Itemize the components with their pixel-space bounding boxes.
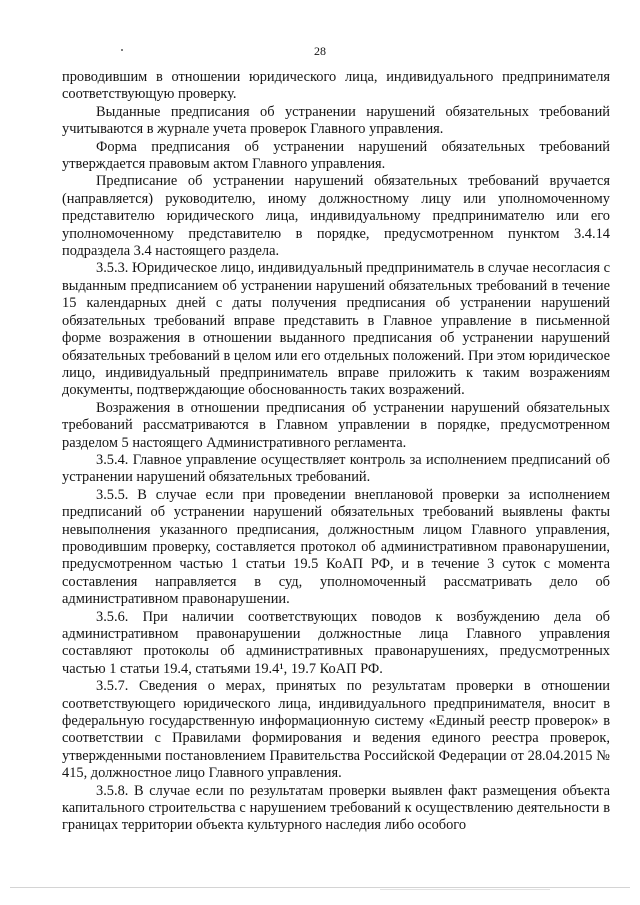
paragraph-3-5-3: 3.5.3. Юридическое лицо, индивидуальный предприниматель в случае несогласия с выданным предписанием об устранении нарушений обязательных требований в течение 15 календарных дней с даты получения предписания об устранении нарушений обязательных требований вправе представить в Главное управление в письменной форме возражения в отношении выданного предписания об устранении нарушений обязательных требований в целом или его отдельных положений. При этом юридическое лицо, индивидуальный предприниматель вправе приложить к таким возражениям документы, подтверждающие обоснованность таких возражений.	[62, 260, 610, 399]
scan-edge-line	[10, 887, 630, 888]
paragraph-3-5-7: 3.5.7. Сведения о мерах, принятых по результатам проверки в отношении соответствующего юридического лица, индивидуального предпринимателя, вносит в федеральную государственную информационную систему «Единый реестр проверок» в соответствии с Правилами формирования и ведения единого реестра проверок, утвержденными постановлением Правительства Российской Федерации от 28.04.2015 № 415, должностное лицо Главного управления.	[62, 678, 610, 782]
page-number: 28	[314, 44, 326, 58]
paragraph-3-5-4: 3.5.4. Главное управление осуществляет контроль за исполнением предписаний об устранении нарушений обязательных требований.	[62, 451, 610, 486]
document-body	[62, 69, 610, 835]
paragraph-continuation: проводившим в отношении юридического лица, индивидуального предпринимателя соответствующую проверку.	[62, 69, 610, 103]
paragraph-objections: Возражения в отношении предписания об устранении нарушений обязательных требований рассматриваются в Главном управлении в порядке, предусмотренном разделом 5 настоящего Административного регламента.	[62, 399, 610, 451]
paragraph-delivery: Предписание об устранении нарушений обязательных требований вручается (направляется) руководителю, иному должностному лицу или уполномоченному представителю юридического лица, индивидуальному предпринимателю или его уполномоченному представителю в порядке, предусмотренном пунктом 3.4.14 подраздела 3.4 настоящего раздела.	[62, 173, 610, 260]
paragraph-3-5-8: 3.5.8. В случае если по результатам проверки выявлен факт размещения объекта капитального строительства с нарушением требований к осуществлению деятельности в границах территории объекта культурного наследия либо особого	[62, 782, 610, 834]
paragraph-form: Форма предписания об устранении нарушений обязательных требований утверждается правовым актом Главного управления.	[62, 138, 610, 173]
paragraph-registration: Выданные предписания об устранении нарушений обязательных требований учитываются в журнале учета проверок Главного управления.	[62, 103, 610, 138]
paragraph-3-5-6: 3.5.6. При наличии соответствующих поводов к возбуждению дела об административном правонарушении должностные лица Главного управления составляют протоколы об административных правонарушениях, предусмотренных частью 1 статьи 19.4, статьями 19.4¹, 19.7 КоАП РФ.	[62, 608, 610, 677]
scan-edge-line-secondary	[380, 889, 550, 890]
paragraph-3-5-5: 3.5.5. В случае если при проведении внеплановой проверки за исполнением предписаний об устранении нарушений обязательных требований выявлены факты невыполнения указанного предписания, должностным лицом Главного управления, проводившим проверку, составляется протокол об административном правонарушении, предусмотренном частью 1 статьи 19.5 КоАП РФ, и в течение 3 суток с момента составления направляется в суд, уполномоченный рассматривать дело об административном правонарушении.	[62, 486, 610, 608]
